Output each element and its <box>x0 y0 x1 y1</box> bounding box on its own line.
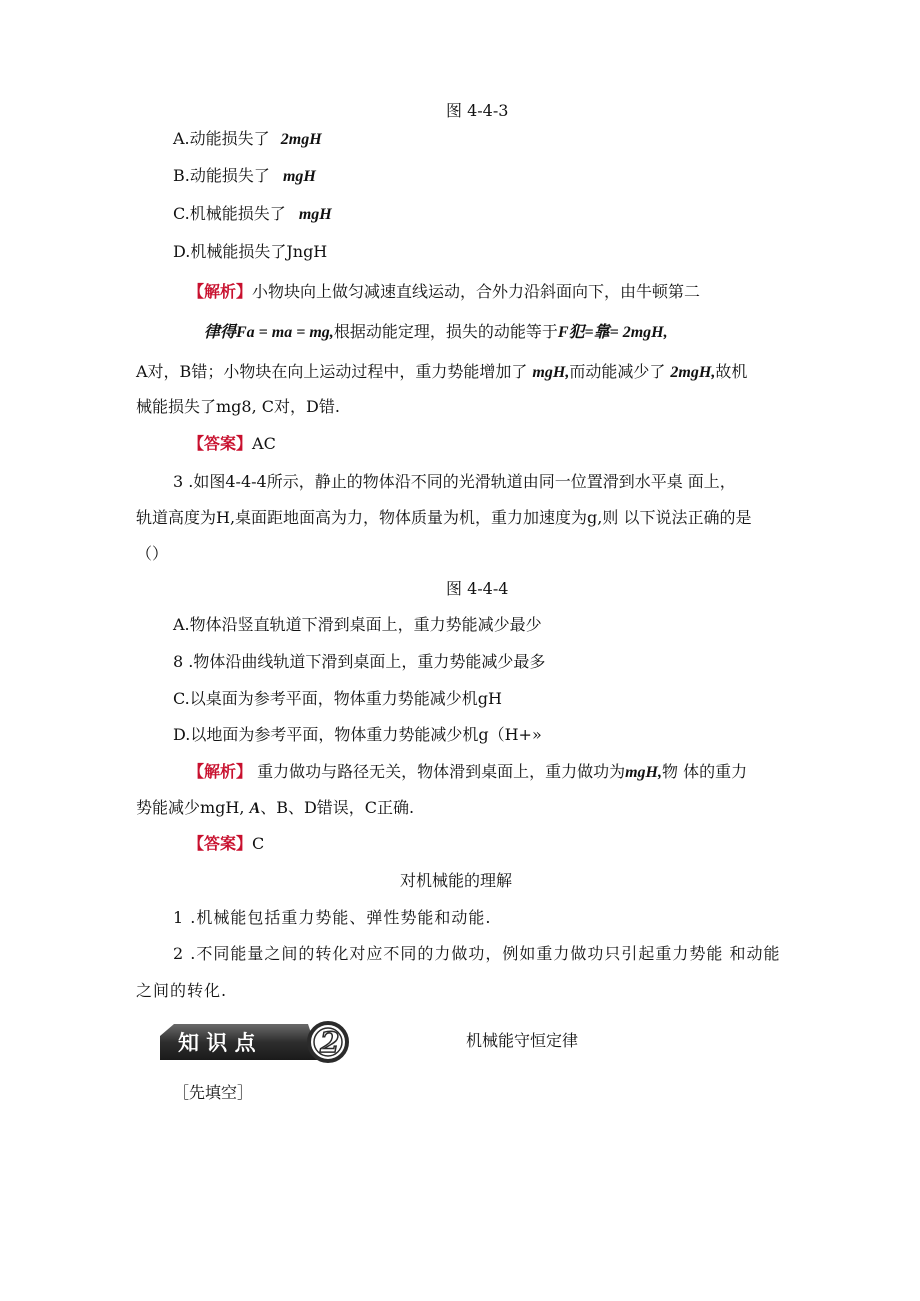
analysis-text: 势能减少mgH, <box>136 798 250 817</box>
knowledge-point-title: 机械能守恒定律 <box>466 1031 579 1050</box>
option-b-formula: mgH <box>282 168 316 185</box>
banner-graphic <box>160 1020 352 1064</box>
option-b <box>173 165 316 188</box>
option-a-formula: 2mgH <box>280 131 322 148</box>
option-a <box>173 128 322 151</box>
analysis-text: 故机 <box>715 362 748 381</box>
analysis-1-line-4: 械能损失了mg8, C对，D错. <box>136 397 340 416</box>
formula-2mgh: 2mgH, <box>670 364 716 381</box>
answer-value: C <box>252 834 265 853</box>
option-d: D.机械能损失了JngH <box>173 242 328 261</box>
analysis-text: 而动能减少了 <box>569 362 666 381</box>
analysis-1-line-1 <box>188 281 700 303</box>
analysis-1-line-3 <box>136 361 747 384</box>
banner-label: 知 识 点 <box>178 1031 256 1055</box>
option-c <box>173 203 332 226</box>
analysis-text: 根据动能定理，损失的动能等于 <box>333 322 558 341</box>
analysis-text: 物 体的重力 <box>662 762 748 781</box>
formula-a: A <box>249 800 261 817</box>
analysis-1-line-2 <box>204 321 668 344</box>
answer-tag: 【答案】 <box>188 434 253 453</box>
section-point-1: 1 .机械能包括重力势能、弹性势能和动能. <box>173 908 492 927</box>
section-title: 对机械能的理解 <box>400 871 513 890</box>
section-point-2-line-2: 之间的转化. <box>136 981 228 1000</box>
answer-2 <box>188 833 264 855</box>
q3-option-d: D.以地面为参考平面，物体重力势能减少机g（H+» <box>173 725 542 744</box>
fill-blank-label: ［先填空］ <box>173 1083 254 1102</box>
figure-caption-4-4-3: 图 4-4-3 <box>446 101 509 120</box>
formula-mgh: mgH, <box>532 364 570 381</box>
option-a-text: A.动能损失了 <box>173 129 270 148</box>
analysis-text: A对，B错；小物块在向上运动过程中，重力势能增加了 <box>136 362 528 381</box>
analysis-2-line-2 <box>136 797 414 820</box>
question-3-line-1: 3 .如图4-4-4所示，静止的物体沿不同的光滑轨道由同一位置滑到水平桌 面上， <box>173 472 736 491</box>
formula-kinetic-loss: F犯=靠= 2mgH, <box>557 324 668 341</box>
answer-1 <box>188 433 276 455</box>
answer-value: AC <box>252 434 276 453</box>
section-point-2-line-1: 2 .不同能量之间的转化对应不同的力做功，例如重力做功只引起重力势能 和动能 <box>173 944 781 963</box>
analysis-text: 小物块向上做匀减速直线运动，合外力沿斜面向下，由牛顿第二 <box>252 282 701 301</box>
analysis-2-line-1 <box>188 761 747 784</box>
option-c-formula: mgH <box>298 206 332 223</box>
q3-option-b: 8 .物体沿曲线轨道下滑到桌面上，重力势能减少最多 <box>173 652 546 671</box>
knowledge-point-banner <box>160 1020 352 1064</box>
option-c-text: C.机械能损失了 <box>173 204 286 223</box>
figure-caption-4-4-4: 图 4-4-4 <box>446 579 509 598</box>
question-3-line-2: 轨道高度为H,桌面距地面高为力，物体质量为机，重力加速度为g,则 以下说法正确的是 <box>136 508 752 527</box>
formula-newton: 律得Fa = ma = mg, <box>204 324 334 341</box>
analysis-text: 、B、D错误，C正确. <box>260 798 415 817</box>
analysis-tag: 【解析】 <box>188 762 253 781</box>
question-3-line-3: （） <box>136 544 169 563</box>
banner-number: 2 <box>320 1026 340 1059</box>
q3-option-c: C.以桌面为参考平面，物体重力势能减少机gH <box>173 689 502 708</box>
analysis-text: 重力做功与路径无关，物体滑到桌面上，重力做功为 <box>252 762 626 781</box>
answer-tag: 【答案】 <box>188 834 253 853</box>
q3-option-a: A.物体沿竖直轨道下滑到桌面上，重力势能减少最少 <box>173 615 542 634</box>
formula-mgh: mgH, <box>625 764 662 781</box>
analysis-tag: 【解析】 <box>188 282 253 301</box>
option-b-text: B.动能损失了 <box>173 166 270 185</box>
